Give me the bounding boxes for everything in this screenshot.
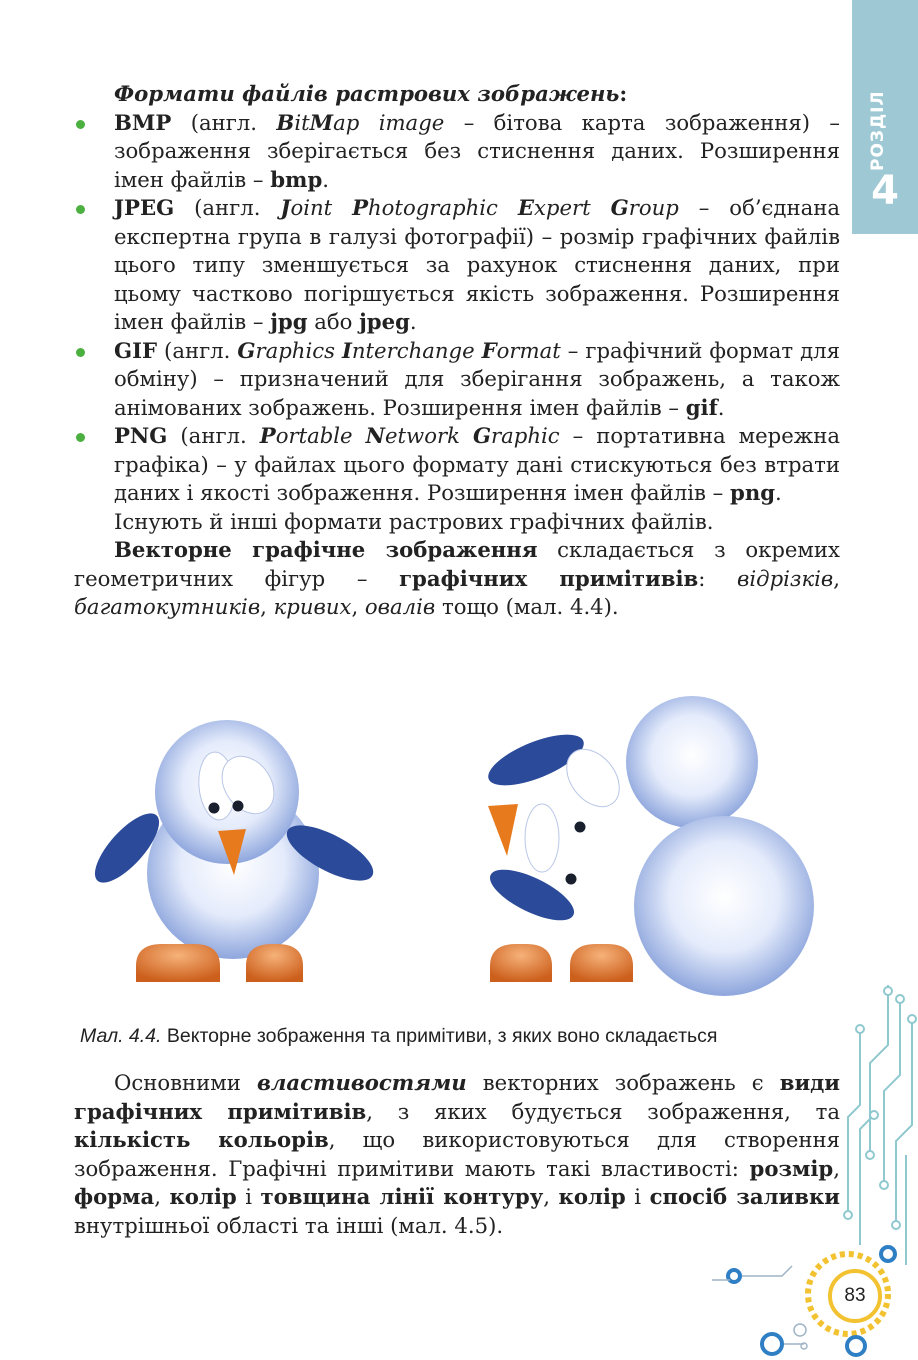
- assembled-penguin: [90, 720, 381, 982]
- figure-caption: Мал. 4.4. Векторне зображення та примітиви, з яких воно складається: [80, 1025, 718, 1047]
- primitive-pupil: [566, 874, 577, 885]
- primitive-foot: [570, 944, 633, 982]
- formats-text: [74, 80, 840, 622]
- section-tab-number: 4: [871, 168, 899, 214]
- page-number: 83: [828, 1269, 882, 1323]
- bullet-icon: [76, 120, 85, 129]
- other-formats-paragraph: Існують й інші формати растрових графічних файлів.: [114, 508, 714, 534]
- list-item-png: PNG (англ. Portable Network Graphic – портативна мережна графіка) – у файлах цього формату дані стискуються без втрати даних і якості зображення. Розширення імен файлів – png.: [74, 422, 840, 508]
- section-tab: [852, 0, 918, 234]
- primitive-beak-triangle: [488, 804, 518, 856]
- gears-decoration: [712, 1238, 918, 1360]
- penguin-pupil: [233, 801, 244, 812]
- circuit-decoration: [840, 985, 918, 1275]
- section-tab-word: РОЗДІЛ: [868, 90, 888, 172]
- bullet-icon: [76, 205, 85, 214]
- primitive-head-circle: [626, 696, 758, 828]
- primitive-wing: [483, 860, 581, 931]
- vector-paragraph: Векторне графічне зображення складається з окремих геометричних фігур – графічних примітивів: відрізків, багатокутників, кривих, овалів тощо (мал. 4.4).: [74, 537, 840, 619]
- primitive-foot: [490, 944, 552, 982]
- penguin-primitives: [482, 696, 814, 996]
- penguin-foot: [246, 944, 303, 982]
- section-heading: Формати файлів растрових зображень:: [114, 81, 628, 106]
- properties-paragraph: Основними властивостями векторних зображень є види графічних примітивів, з яких будується зображення, та кількість кольорів, що використовуються для створення зображення. Графічні примітиви мають такі властивості: розмір, форма, колір і товщина лінії контуру, колір і спосіб заливки внутрішньої області та інші (мал. 4.5).: [74, 1070, 841, 1238]
- bullet-icon: [76, 433, 85, 442]
- figure-4-4: [90, 690, 830, 1010]
- list-item-bmp: BMP (англ. BitMap image – бітова карта зображення) – зображення зберігається без стиснення даних. Розширення імен файлів – bmp.: [74, 109, 840, 195]
- penguin-pupil: [209, 803, 220, 814]
- list-item-gif: GIF (англ. Graphics Interchange Format – графічний формат для обміну) – призначений для зберігання зображень, а також анімованих зображень. Розширення імен файлів – gif.: [74, 337, 840, 423]
- primitive-pupil: [575, 822, 586, 833]
- list-item-jpeg: JPEG (англ. Joint Photographic Expert Group – об’єднана експертна група в галузі фотографії) – розмір графічних файлів цього типу зменшується за рахунок стиснення даних, при цьому частково погіршується якість зображення. Розширення імен файлів – jpg або jpeg.: [74, 194, 840, 337]
- properties-text: [74, 1069, 840, 1240]
- bullet-icon: [76, 348, 85, 357]
- primitive-body-circle: [634, 816, 814, 996]
- primitive-eye-oval: [525, 804, 559, 872]
- penguin-foot: [136, 944, 220, 982]
